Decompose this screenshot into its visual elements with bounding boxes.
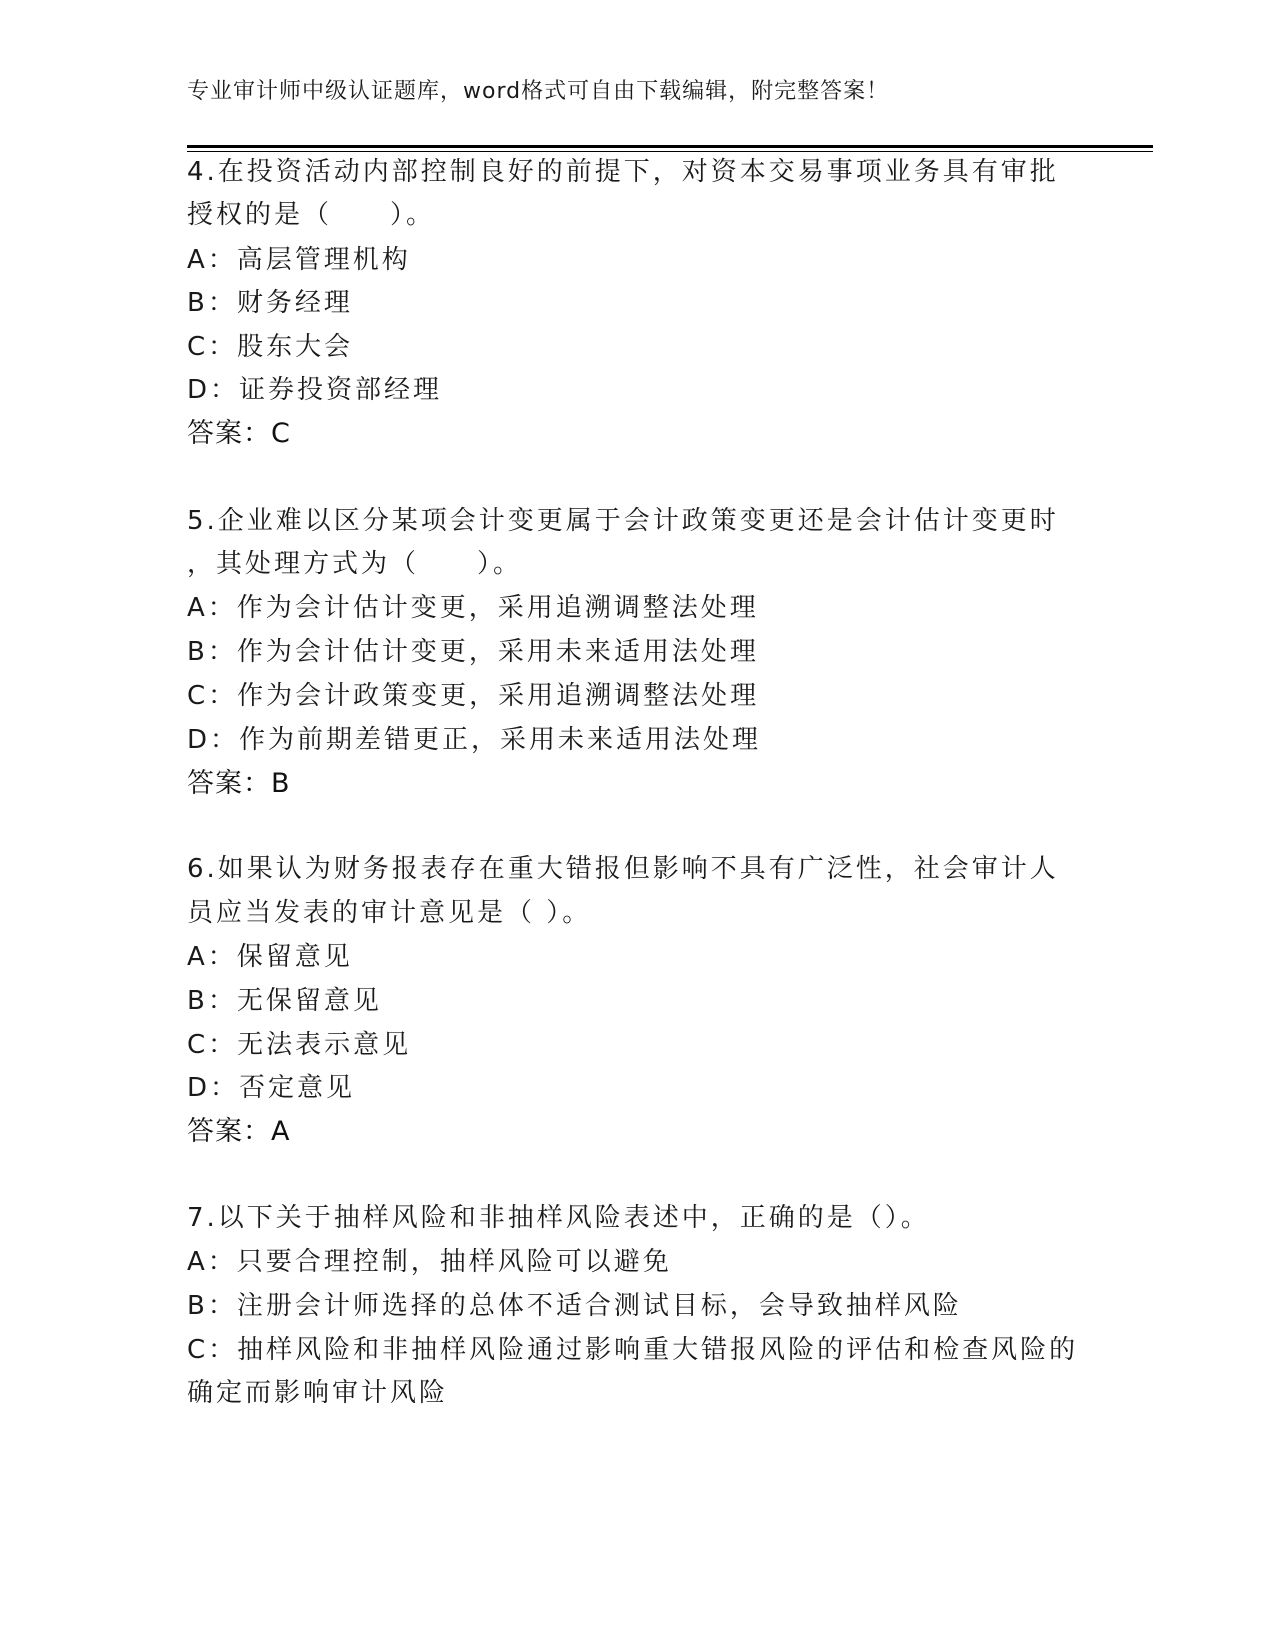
- header-divider: [187, 145, 1153, 148]
- question-6-option-d: D：否定意见: [187, 1073, 356, 1103]
- question-4-option-d: D：证券投资部经理: [187, 375, 443, 405]
- header-divider-thin: [187, 151, 1153, 152]
- question-5-stem-cont: ，其处理方式为（ ）。: [187, 549, 523, 579]
- question-6-option-a: A：保留意见: [187, 942, 353, 972]
- question-5-stem: 5.企业难以区分某项会计变更属于会计政策变更还是会计估计变更时: [187, 506, 1059, 536]
- question-4-stem-cont: 授权的是（ ）。: [187, 200, 436, 230]
- question-6-answer: 答案：A: [187, 1116, 291, 1147]
- question-4-answer: 答案：C: [187, 418, 291, 449]
- question-7-option-b: B：注册会计师选择的总体不适合测试目标，会导致抽样风险: [187, 1291, 962, 1321]
- question-4-option-a: A：高层管理机构: [187, 245, 411, 275]
- question-5-answer: 答案：B: [187, 768, 291, 799]
- question-4-option-b: B：财务经理: [187, 288, 353, 318]
- question-6-stem-cont: 员应当发表的审计意见是（ ）。: [187, 898, 592, 928]
- question-6-option-b: B：无保留意见: [187, 986, 382, 1016]
- question-7-option-a: A：只要合理控制，抽样风险可以避免: [187, 1247, 672, 1277]
- question-5-option-b: B：作为会计估计变更，采用未来适用法处理: [187, 637, 759, 667]
- question-5-option-d: D：作为前期差错更正，采用未来适用法处理: [187, 725, 762, 755]
- question-5-option-c: C：作为会计政策变更，采用追溯调整法处理: [187, 681, 760, 711]
- question-4-option-c: C：股东大会: [187, 332, 354, 362]
- page-header: 专业审计师中级认证题库，word格式可自由下载编辑，附完整答案！: [187, 79, 890, 104]
- question-7-stem: 7.以下关于抽样风险和非抽样风险表述中，正确的是（）。: [187, 1203, 930, 1233]
- question-7-option-c-cont: 确定而影响审计风险: [187, 1378, 449, 1408]
- question-7-option-c: C：抽样风险和非抽样风险通过影响重大错报风险的评估和检查风险的: [187, 1335, 1079, 1365]
- question-4-stem: 4.在投资活动内部控制良好的前提下，对资本交易事项业务具有审批: [187, 157, 1059, 187]
- question-5-option-a: A：作为会计估计变更，采用追溯调整法处理: [187, 593, 759, 623]
- question-6-stem: 6.如果认为财务报表存在重大错报但影响不具有广泛性，社会审计人: [187, 854, 1059, 884]
- question-6-option-c: C：无法表示意见: [187, 1030, 412, 1060]
